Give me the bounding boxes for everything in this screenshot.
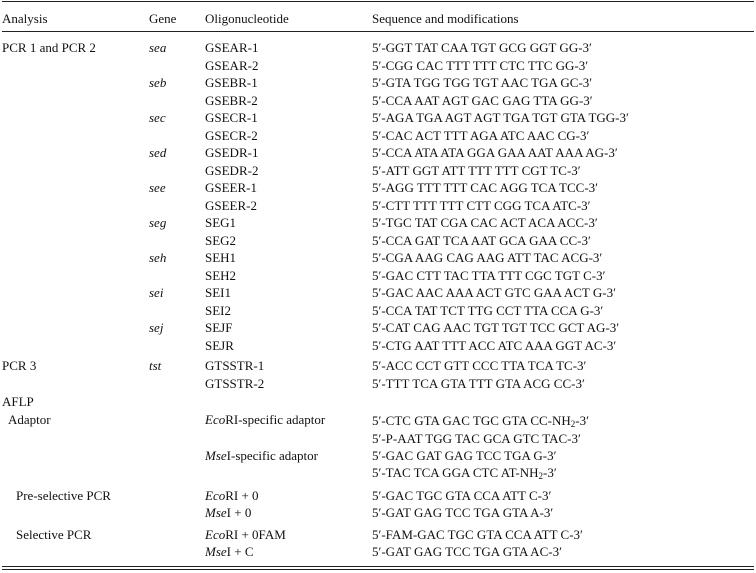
- gene-cell: seb: [149, 75, 167, 90]
- gene-cell: tst: [149, 358, 162, 373]
- top-rule: [2, 1, 754, 2]
- sequence-cell: 5′-GAC CTT TAC TTA TTT CGC TGT C-3′: [372, 268, 606, 283]
- header-oligonucleotide: Oligonucleotide: [205, 11, 289, 26]
- analysis-label: PCR 3: [2, 358, 37, 373]
- oligonucleotide-cell: GSEDR-1: [205, 145, 259, 160]
- sequence-cell: 5′-GAC AAC AAA ACT GTC GAA ACT G-3′: [372, 285, 616, 300]
- gene-cell: sei: [149, 285, 164, 300]
- sequence-cell: 5′-CGG CAC TTT TTT CTC TTC GG-3′: [372, 58, 589, 73]
- msei-adaptor-seq-2: 5′-TAC TCA GGA CTC $AT-NH_2-3'$: [372, 465, 557, 481]
- oligonucleotide-cell: GSEER-2: [205, 198, 257, 213]
- selective-label: Selective PCR: [16, 527, 92, 542]
- oligonucleotide-cell: SEJR: [205, 338, 234, 353]
- selective-msei-seq: 5′-GAT GAG TCC TGA GTA AC-3′: [372, 544, 562, 559]
- bottom-rule-2: [2, 569, 754, 570]
- oligonucleotide-cell: GSEBR-1: [205, 75, 258, 90]
- oligonucleotide-cell: SEI1: [205, 285, 231, 300]
- preselective-ecori-oligo: EcoRI + 0: [205, 488, 259, 503]
- sequence-cell: 5′-AGA TGA AGT AGT TGA TGT GTA TGG-3′: [372, 110, 629, 125]
- gene-cell: see: [149, 180, 166, 195]
- gene-cell: sej: [149, 320, 164, 335]
- oligonucleotide-cell: SEH1: [205, 250, 237, 265]
- sequence-cell: 5′-CTT TTT TTT CTT CGG TCA ATC-3′: [372, 198, 591, 213]
- sequence-cell: 5′-TTT TCA GTA TTT GTA ACG CC-3′: [372, 376, 585, 391]
- bottom-rule-1: [2, 566, 754, 567]
- oligonucleotide-cell: GSECR-2: [205, 128, 258, 143]
- selective-ecori-seq: 5′-FAM-GAC TGC GTA CCA ATT C-3′: [372, 527, 583, 542]
- msei-adaptor-oligo: MseI-specific adaptor: [205, 448, 318, 463]
- oligonucleotide-cell: GTSSTR-1: [205, 358, 265, 373]
- oligonucleotide-cell: GSEDR-2: [205, 163, 259, 178]
- oligonucleotide-cell: SEG1: [205, 215, 237, 230]
- oligonucleotide-cell: SEH2: [205, 268, 237, 283]
- aflp-label: AFLP: [2, 394, 34, 409]
- oligonucleotide-cell: GSECR-1: [205, 110, 258, 125]
- preselective-msei-oligo: MseI + 0: [205, 505, 252, 520]
- preselective-msei-seq: 5′-GAT GAG TCC TGA GTA A-3′: [372, 505, 554, 520]
- sequence-cell: 5′-AGG TTT TTT CAC AGG TCA TCC-3′: [372, 180, 598, 195]
- preselective-ecori-seq: 5′-GAC TGC GTA CCA ATT C-3′: [372, 488, 552, 503]
- header-sequence: Sequence and modifications: [372, 11, 519, 26]
- sequence-cell: 5′-CTG AAT TTT ACC ATC AAA GGT AC-3′: [372, 338, 617, 353]
- gene-cell: sea: [149, 40, 167, 55]
- ecori-adaptor-seq-1: 5′-CTC GTA GAC TGC GTA $CC-NH_2-3'$: [372, 413, 589, 429]
- gene-cell: seg: [149, 215, 167, 230]
- sequence-cell: 5′-CCA AAT AGT GAC GAG TTA GG-3′: [372, 93, 593, 108]
- gene-cell: sed: [149, 145, 167, 160]
- header-analysis: Analysis: [2, 11, 48, 26]
- oligonucleotide-cell: SEG2: [205, 233, 237, 248]
- selective-msei-oligo: MseI + C: [205, 544, 254, 559]
- ecori-adaptor-seq-2: 5′-P-AAT TGG TAC GCA GTC TAC-3′: [372, 431, 581, 446]
- sequence-cell: 5′-ATT GGT ATT TTT TTT CGT TC-3′: [372, 163, 581, 178]
- sequence-cell: 5′-CGA AAG CAG AAG ATT TAC ACG-3′: [372, 250, 603, 265]
- adaptor-label: Adaptor: [8, 412, 51, 427]
- sequence-cell: 5′-CCA TAT TCT TTG CCT TTA CCA G-3′: [372, 303, 604, 318]
- sequence-cell: 5′-CAC ACT TTT AGA ATC AAC CG-3′: [372, 128, 590, 143]
- oligonucleotide-cell: GTSSTR-2: [205, 376, 265, 391]
- oligonucleotide-cell: GSEAR-2: [205, 58, 259, 73]
- ecori-adaptor-oligo: EcoRI-specific adaptor: [205, 412, 326, 427]
- preselective-label: Pre-selective PCR: [16, 488, 111, 503]
- oligonucleotide-cell: SEI2: [205, 303, 231, 318]
- sequence-cell: 5′-CCA ATA ATA GGA GAA AAT AAA AG-3′: [372, 145, 618, 160]
- oligonucleotide-cell: GSEER-1: [205, 180, 257, 195]
- sequence-cell: 5′-GGT TAT CAA TGT GCG GGT GG-3′: [372, 40, 592, 55]
- msei-adaptor-seq-1: 5′-GAC GAT GAG TCC TGA G-3′: [372, 448, 557, 463]
- header-gene: Gene: [149, 11, 177, 26]
- oligonucleotide-cell: SEJF: [205, 320, 233, 335]
- analysis-label: PCR 1 and PCR 2: [2, 40, 96, 55]
- gene-cell: seh: [149, 250, 167, 265]
- sequence-cell: 5′-GTA TGG TGG TGT AAC TGA GC-3′: [372, 75, 593, 90]
- sequence-cell: 5′-CCA GAT TCA AAT GCA GAA CC-3′: [372, 233, 591, 248]
- header-rule: [2, 31, 754, 32]
- sequence-cell: 5′-TGC TAT CGA CAC ACT ACA ACC-3′: [372, 215, 598, 230]
- oligonucleotide-cell: GSEAR-1: [205, 40, 259, 55]
- oligonucleotide-cell: GSEBR-2: [205, 93, 258, 108]
- sequence-cell: 5′-ACC CCT GTT CCC TTA TCA TC-3′: [372, 358, 587, 373]
- selective-ecori-oligo: EcoRI + 0FAM: [205, 527, 286, 542]
- gene-cell: sec: [149, 110, 166, 125]
- sequence-cell: 5′-CAT CAG AAC TGT TGT TCC GCT AG-3′: [372, 320, 620, 335]
